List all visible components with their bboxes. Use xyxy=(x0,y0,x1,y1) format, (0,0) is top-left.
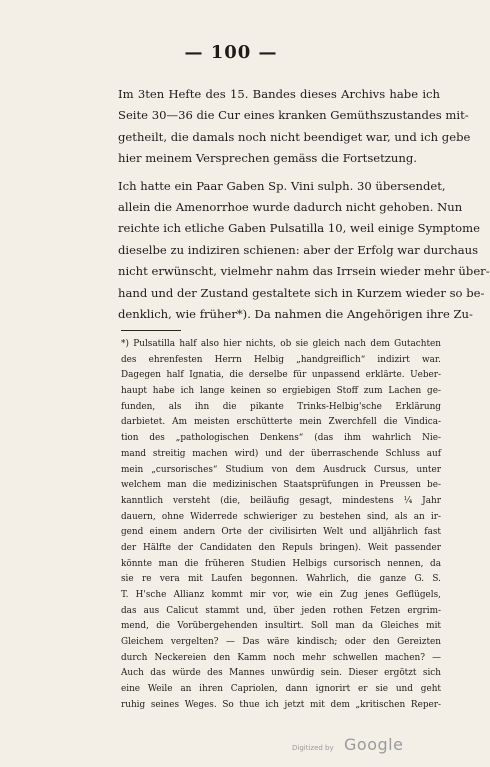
footnote-line: sie re vera mit Laufen begonnen. Wahrlich, die ganze G. S. xyxy=(121,574,441,585)
footnote-line: haupt habe ich lange keinen so ergiebigen Stoff zum Lachen ge- xyxy=(121,386,441,397)
text-line: Ich hatte ein Paar Gaben Sp. Vini sulph. 30 übersendet, xyxy=(118,178,446,193)
footnote-line: T. H'sche Allianz kommt mir vor, wie ein Zug jenes Geflügels, xyxy=(121,590,441,600)
footnote-line: mend, die Vorübergehenden insultirt. Soll man da Gleiches mit xyxy=(121,621,441,632)
footnote-line: welchem man die medizinischen Staatsprüfungen in Preussen be- xyxy=(121,480,441,491)
google-watermark xyxy=(284,734,444,758)
footnote-line: des ehrenfesten Herrn Helbig „handgreiflich“ indizirt war. xyxy=(121,354,441,365)
footnote-line: durch Neckereien den Kamm noch mehr schwellen machen? — xyxy=(121,652,441,663)
footnote-line: gend einem andern Orte der civilisirten Welt und alljährlich fast xyxy=(121,527,441,538)
footnote-divider xyxy=(121,330,181,331)
text-line: nicht erwünscht, vielmehr nahm das Irrsein wieder mehr über- xyxy=(118,264,490,279)
footnote-line: mand streitig machen wird) und der überraschende Schluss auf xyxy=(121,448,441,459)
footnote-line: *) Pulsatilla half also hier nichts, ob sie gleich nach dem Gutachten xyxy=(121,339,441,349)
text-line: getheilt, die damals noch nicht beendiget war, und ich gebe xyxy=(118,129,471,144)
paragraph xyxy=(118,84,471,170)
text-line: Seite 30—36 die Cur eines kranken Gemüthszustandes mit- xyxy=(118,108,469,123)
footnote-line: ruhig seines Weges. So thue ich jetzt mit dem „kritischen Reper- xyxy=(121,699,441,710)
footnote-line: funden, als ihn die pikante Trinks-Helbig'sche Erklärung xyxy=(121,401,441,412)
footnote-line: das aus Calicut stammt und, über jeden rothen Fetzen ergrim- xyxy=(121,605,441,616)
watermark-brand: Google xyxy=(344,735,404,754)
footnote-line: Dagegen half Ignatia, die derselbe für unpassend erklärte. Ueber- xyxy=(121,370,441,381)
watermark-prefix: Digitized by xyxy=(292,744,334,752)
main-text xyxy=(118,84,490,331)
text-line: hand und der Zustand gestaltete sich in Kurzem wieder so be- xyxy=(118,285,485,300)
text-line: dieselbe zu indiziren schienen: aber der Erfolg war durchaus xyxy=(118,242,479,257)
footnote-line: mein „cursorisches“ Studium von dem Ausdruck Cursus, unter xyxy=(121,464,441,475)
footnote-line: könnte man die früheren Studien Helbigs cursorisch nennen, da xyxy=(121,558,441,569)
footnote-line: Auch das würde des Mannes unwürdig sein. Dieser ergötzt sich xyxy=(121,668,441,679)
text-line: hier meinem Versprechen gemäss die Fortsetzung. xyxy=(118,151,417,166)
footnote-line: dauern, ohne Widerrede schwieriger zu bestehen sind, als an ir- xyxy=(121,511,441,522)
footnote xyxy=(121,337,441,714)
footnote-line: Gleichem vergelten? — Das wäre kindisch; oder den Gereizten xyxy=(121,637,441,648)
footnote-line: eine Weile an ihren Capriolen, dann ignorirt er sie und geht xyxy=(121,684,441,695)
paragraph xyxy=(118,176,490,326)
footnote-line: tion des „pathologischen Denkens“ (das ihm wahrlich Nie- xyxy=(121,433,441,444)
footnote-line: darbietet. Am meisten erschütterte mein Zwerchfell die Vindica- xyxy=(121,417,441,428)
text-line: Im 3ten Hefte des 15. Bandes dieses Archivs habe ich xyxy=(118,87,440,101)
text-line: denklich, wie früher*). Da nahmen die Angehörigen ihre Zu- xyxy=(118,306,473,321)
text-line: reichte ich etliche Gaben Pulsatilla 10, weil einige Symptome xyxy=(118,221,481,236)
page-number: — 100 — xyxy=(184,42,278,63)
footnote-line: kanntlich versteht (die, beiläufig gesagt, mindestens ¼ Jahr xyxy=(121,495,441,506)
text-line: allein die Amenorrhoe wurde dadurch nicht gehoben. Nun xyxy=(118,199,463,214)
footnote-line: der Hälfte der Candidaten den Repuls bringen). Weit passender xyxy=(121,542,441,553)
